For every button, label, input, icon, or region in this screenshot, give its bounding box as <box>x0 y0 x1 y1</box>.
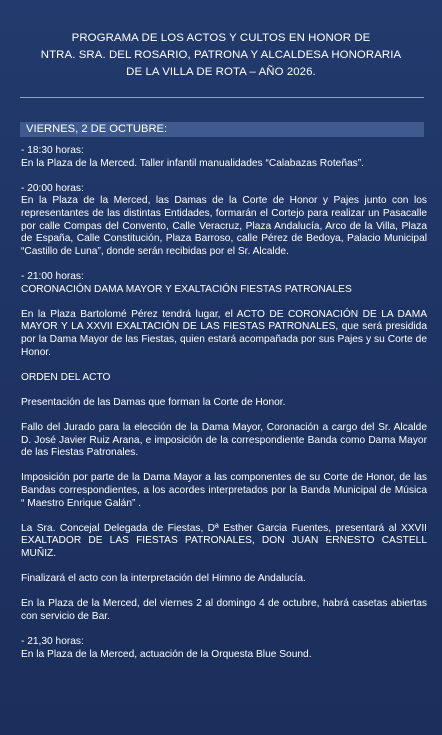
header-line-1: PROGRAMA DE LOS ACTOS Y CULTOS EN HONOR DE <box>71 32 371 44</box>
casetas-paragraph: En la Plaza de la Merced, del viernes 2 al domingo 4 de octubre, habrá casetas abiertas con servicio de Bar. <box>21 598 427 622</box>
event-description: En la Plaza de la Merced, actuación de la Orquesta Blue Sound. <box>21 648 312 660</box>
program-header <box>0 30 442 81</box>
event-2000 <box>21 183 427 259</box>
order-item-exaltador: La Sra. Concejal Delegada de Fiestas, Dª Esther Garcia Fuentes, presentará al XXVII EXALTADOR DE LAS FIESTAS PATRONALES, DON JUAN ERNESTO CASTELL MUÑIZ. <box>21 522 427 559</box>
event-title: CORONACIÓN DAMA MAYOR Y EXALTACIÓN FIESTAS PATRONALES <box>21 283 352 295</box>
order-item-jury: Fallo del Jurado para la elección de la Dama Mayor, Coronación a cargo del Sr. Alcalde D. José Javier Ruiz Arana, e imposición de la correspondiente Banda como Dama Mayor de las Fiestas Patronales. <box>21 422 427 459</box>
event-2100 <box>21 271 427 296</box>
event-time: - 21:00 horas: <box>21 270 84 282</box>
event-time: - 18:30 horas: <box>21 145 84 156</box>
event-time: - 20:00 horas: <box>21 182 84 194</box>
day-heading: VIERNES, 2 DE OCTUBRE: <box>20 122 424 137</box>
event-1830 <box>21 145 427 170</box>
header-line-2: NTRA. SRA. DEL ROSARIO, PATRONA Y ALCALDESA HONORARIA <box>40 49 402 61</box>
event-description: En la Plaza de la Merced, las Damas de la Corte de Honor y Pajes junto con los representantes de las distintas Entidades, formarán el Cortejo para realizar un Pasacalle por calle Compas del Convento, Calle Veracruz, Plaza Andalucía, Arco de la Villa, Plaza de España, Calle Constitución, Plaza Barroso, calle Pérez de Bedoya, Palacio Municipal “Castillo de Luna”, donde serán recibidas por el Sr. Alcalde. <box>21 195 427 257</box>
header-divider <box>20 97 424 98</box>
program-content <box>21 145 427 674</box>
order-item-bands: Imposición por parte de la Dama Mayor a las componentes de su Corte de Honor, de las Bandas correspondientes, a los acordes interpretados por la Banda Municipal de Música “ Maestro Enrique Galán” . <box>21 472 427 509</box>
event-2130 <box>21 636 427 661</box>
order-item-presentation: Presentación de las Damas que forman la Corte de Honor. <box>21 396 286 408</box>
coronation-paragraph: En la Plaza Bartolomé Pérez tendrá lugar, el ACTO DE CORONACIÓN DE LA DAMA MAYOR Y LA XXVII EXALTACIÓN DE LAS FIESTAS PATRONALES, que será presidida por la Dama Mayor de las Fiestas, quien estará acompañada por sus Pajes y su Corte de Honor. <box>21 308 427 358</box>
order-title: ORDEN DEL ACTO <box>21 371 111 383</box>
event-time: - 21,30 horas: <box>21 636 84 648</box>
order-item-anthem: Finalizará el acto con la interpretación del Himno de Andalucía. <box>21 573 306 585</box>
event-description: En la Plaza de la Merced. Taller infantil manualidades “Calabazas Roteñas”. <box>21 157 364 169</box>
header-line-3: DE LA VILLA DE ROTA – AÑO 2026. <box>126 66 316 78</box>
